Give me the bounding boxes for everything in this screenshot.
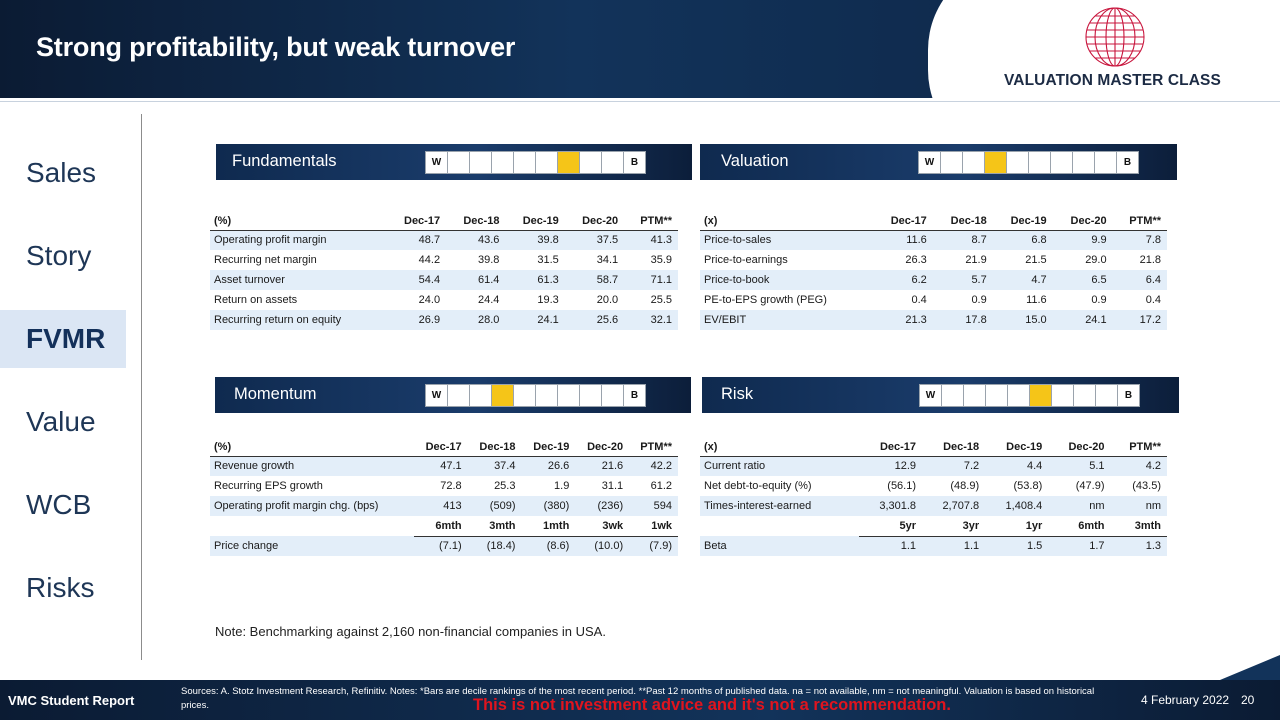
sub-header-blank [700,516,859,536]
nav-item-wcb[interactable]: WCB [26,489,92,520]
decile-cell [579,151,602,174]
momentum-label: Momentum [234,385,317,403]
footer-report-name: VMC Student Report [8,693,135,708]
fundamentals-decile-bar [425,151,645,174]
table-cell: 19.3 [537,294,559,306]
table-row [700,456,1167,476]
column-header: Dec-17 [859,438,922,456]
table-cell: 24.4 [478,294,500,306]
table-cell: 8.7 [933,230,993,250]
table-cell: 61.2 [650,480,672,492]
table-row [210,270,678,290]
table-row [700,496,1167,516]
table-cell: 1.9 [554,480,570,492]
slide-footer [0,680,1280,720]
column-header: Dec-20 [1053,212,1113,230]
column-header: 3wk [575,516,629,536]
table-cell: 21.8 [1139,254,1161,266]
table-cell: 5.7 [933,270,993,290]
table-cell: 72.8 [440,480,462,492]
decile-cell [940,151,963,174]
decile-cell [962,151,985,174]
fundamentals-label: Fundamentals [232,152,337,170]
nav-item-story[interactable]: Story [26,240,92,271]
table-row [210,250,678,270]
table-cell: 413 [414,496,468,516]
table-cell: 31.5 [537,254,559,266]
table-cell: 6.2 [873,270,933,290]
table-header-row [210,438,678,456]
table-cell: 9.9 [1053,230,1113,250]
table-row [700,230,1167,250]
column-header: 5yr [859,516,922,536]
column-header: 6mth [414,516,468,536]
decile-cell [447,384,470,407]
unit-header: (x) [700,212,873,230]
nav-item-risks[interactable]: Risks [26,572,95,603]
table-cell: 25.6 [565,310,624,330]
column-header: 3mth [468,516,522,536]
globe-logo-icon [1082,4,1148,70]
table-cell: 1.1 [859,536,922,556]
table-cell: 21.6 [575,456,629,476]
row-label: Operating profit margin [210,230,387,250]
table-row [210,230,678,250]
row-label: Price-to-sales [700,230,873,250]
table-row [210,536,678,556]
row-label: Recurring return on equity [210,310,387,330]
table-cell: 21.5 [1025,254,1047,266]
row-label: Current ratio [700,456,859,476]
decile-worst-cell: W [425,151,448,174]
column-header: Dec-20 [565,212,624,230]
table-row [700,476,1167,496]
table-row [700,270,1167,290]
table-cell: 24.1 [505,310,564,330]
table-cell: (56.1) [887,480,917,492]
column-header: Dec-19 [985,438,1048,456]
decile-worst-cell: W [919,384,942,407]
table-cell: 7.2 [922,456,985,476]
column-header: Dec-17 [873,212,933,230]
valuation-table [700,212,1167,330]
table-cell: (7.9) [629,536,678,556]
table-header-row [700,212,1167,230]
table-cell: (509) [468,496,522,516]
column-header: 6mth [1048,516,1110,536]
row-label: Price-to-earnings [704,254,788,266]
decile-cell [1051,384,1074,407]
table-cell: 1.3 [1111,536,1167,556]
decile-best-cell: B [623,151,646,174]
decile-marker-cell [557,151,580,174]
page-title: Strong profitability, but weak turnover [36,32,516,62]
decile-best-cell: B [1117,384,1140,407]
table-cell: 26.3 [905,254,927,266]
table-cell: 25.5 [650,294,672,306]
decile-worst-cell: W [918,151,941,174]
decile-marker-cell [1029,384,1052,407]
table-cell: 1.5 [985,536,1048,556]
footer-sources: Sources: A. Stotz Investment Research, Refinitiv. Notes: *Bars are decile rankings of the most recent period. **Past 12 months of published data. na = not available, nm = not meaningful. Valuation is based on historical prices. [181,686,1095,711]
table-cell: 26.6 [521,456,575,476]
decile-cell [1050,151,1073,174]
table-cell: 4.4 [985,456,1048,476]
table-row [700,250,1167,270]
column-header: Dec-18 [446,212,505,230]
table-row [210,310,678,330]
column-header: 1wk [629,516,678,536]
table-cell: 54.4 [387,270,446,290]
row-label: EV/EBIT [700,310,873,330]
column-header: Dec-17 [387,212,446,230]
column-header: Dec-18 [468,438,522,456]
table-cell: 3,301.8 [859,496,922,516]
column-header: 3mth [1111,516,1167,536]
column-header: Dec-18 [922,438,985,456]
risk-header-bar [702,377,1179,413]
decile-cell [1095,384,1118,407]
table-cell: 17.2 [1113,310,1167,330]
decile-cell [1073,384,1096,407]
decile-cell [1028,151,1051,174]
table-row [210,290,678,310]
slide-header [0,0,1280,98]
fundamentals-table [210,212,678,330]
decile-marker-cell [491,384,514,407]
table-cell: 15.0 [993,310,1053,330]
table-cell: (47.9) [1075,480,1105,492]
sub-header-row [700,516,1167,536]
table-cell: 47.1 [414,456,468,476]
row-label: Return on assets [214,294,298,306]
table-cell: 6.8 [993,230,1053,250]
table-cell: 12.9 [859,456,922,476]
decile-cell [513,151,536,174]
column-header: Dec-18 [933,212,993,230]
table-cell: 1.1 [922,536,985,556]
row-label: Recurring EPS growth [214,480,323,492]
table-cell: (18.4) [468,536,522,556]
column-header: 1mth [521,516,575,536]
nav-item-sales[interactable]: Sales [26,157,97,188]
table-cell: 1,408.4 [985,496,1048,516]
table-cell: (236) [575,496,629,516]
column-header: Dec-20 [575,438,629,456]
column-header: PTM** [1111,438,1167,456]
table-row [700,290,1167,310]
decile-cell [1007,384,1030,407]
table-cell: 594 [629,496,678,516]
table-cell: (7.1) [414,536,468,556]
table-cell: (53.8) [1013,480,1043,492]
decile-cell [963,384,986,407]
table-header-row [210,212,678,230]
decile-cell [601,384,624,407]
decile-cell [1094,151,1117,174]
column-header: 3yr [922,516,985,536]
sub-header-blank [210,516,414,536]
column-header: 1yr [985,516,1048,536]
table-row [700,310,1167,330]
footer-date: 4 February 2022 [1141,693,1230,707]
decile-cell [1006,151,1029,174]
column-header: Dec-20 [1048,438,1110,456]
table-cell: 25.3 [494,480,516,492]
table-cell: nm [1111,496,1167,516]
table-cell: 7.8 [1113,230,1167,250]
valuation-label: Valuation [721,152,789,170]
footer-disclaimer: This is not investment advice and it's not a recommendation. [473,696,951,714]
table-cell: 20.0 [596,294,619,306]
table-cell: (380) [521,496,575,516]
decile-cell [557,384,580,407]
unit-header: (x) [700,438,859,456]
table-cell: 29.0 [1085,254,1107,266]
column-header: Dec-17 [414,438,468,456]
table-cell: 35.9 [650,254,672,266]
valuation-decile-bar [918,151,1138,174]
footer-corner-accent [1220,655,1280,680]
momentum-decile-bar [425,384,645,407]
table-cell: 32.1 [624,310,678,330]
nav-item-fvmr[interactable]: FVMR [0,310,126,368]
decile-cell [579,384,602,407]
benchmark-note: Note: Benchmarking against 2,160 non-financial companies in USA. [215,624,606,639]
table-row [210,476,678,496]
row-label: PE-to-EPS growth (PEG) [704,294,827,306]
table-cell: 34.1 [596,254,619,266]
row-label: Net debt-to-equity (%) [704,480,812,492]
decile-best-cell: B [1116,151,1139,174]
nav-divider [141,114,142,660]
row-label: Price change [210,536,414,556]
table-cell: 44.2 [418,254,441,266]
table-cell: 43.6 [446,230,505,250]
column-header: PTM** [624,212,678,230]
table-cell: 41.3 [624,230,678,250]
table-cell: 1.7 [1048,536,1110,556]
decile-marker-cell [984,151,1007,174]
decile-cell [447,151,470,174]
momentum-header-bar [215,377,691,413]
valuation-header-bar [700,144,1177,180]
table-cell: 6.4 [1113,270,1167,290]
table-cell: 24.0 [418,294,441,306]
decile-cell [491,151,514,174]
table-cell: 61.3 [505,270,564,290]
table-cell: 26.9 [387,310,446,330]
column-header: Dec-19 [993,212,1053,230]
table-cell: 0.9 [1091,294,1107,306]
decile-cell [601,151,624,174]
table-cell: 2,707.8 [922,496,985,516]
column-header: Dec-19 [505,212,564,230]
momentum-table [210,438,678,556]
logo-text: VALUATION MASTER CLASS [1004,72,1221,89]
table-cell: nm [1048,496,1110,516]
table-cell: 24.1 [1053,310,1113,330]
row-label: Times-interest-earned [700,496,859,516]
row-label: Recurring net margin [214,254,317,266]
table-cell: 4.2 [1111,456,1167,476]
table-cell: 39.8 [505,230,564,250]
table-cell: 21.9 [965,254,987,266]
table-cell: (8.6) [521,536,575,556]
table-cell: (10.0) [575,536,629,556]
decile-worst-cell: W [425,384,448,407]
table-cell: 31.1 [601,480,624,492]
unit-header: (%) [210,212,387,230]
table-cell: 0.9 [971,294,987,306]
table-cell: 61.4 [446,270,505,290]
table-cell: 37.5 [565,230,624,250]
decile-cell [535,384,558,407]
table-cell: 48.7 [387,230,446,250]
decile-cell [469,384,492,407]
nav-item-value[interactable]: Value [26,406,96,437]
table-cell: 0.4 [1145,294,1161,306]
decile-cell [513,384,536,407]
page-number: 20 [1241,693,1255,707]
risk-table [700,438,1167,556]
decile-cell [985,384,1008,407]
table-cell: 37.4 [468,456,522,476]
table-cell: 28.0 [446,310,505,330]
table-header-row [700,438,1167,456]
column-header: Dec-19 [521,438,575,456]
risk-label: Risk [721,385,754,403]
table-cell: 58.7 [565,270,624,290]
table-cell: 42.2 [629,456,678,476]
table-row [700,536,1167,556]
table-cell: 6.5 [1053,270,1113,290]
row-label: Beta [700,536,859,556]
table-cell: 4.7 [993,270,1053,290]
row-label: Asset turnover [210,270,387,290]
unit-header: (%) [210,438,414,456]
column-header: PTM** [1113,212,1167,230]
sub-header-row [210,516,678,536]
decile-cell [941,384,964,407]
row-label: Price-to-book [700,270,873,290]
table-cell: 17.8 [933,310,993,330]
table-cell: 21.3 [873,310,933,330]
row-label: Revenue growth [210,456,414,476]
table-cell: (43.5) [1132,480,1161,492]
table-row [210,456,678,476]
decile-cell [535,151,558,174]
table-cell: 5.1 [1048,456,1110,476]
decile-best-cell: B [623,384,646,407]
table-cell: (48.9) [950,480,980,492]
header-rule [0,98,1280,102]
table-cell: 39.8 [478,254,500,266]
risk-decile-bar [919,384,1139,407]
column-header: PTM** [629,438,678,456]
fundamentals-header-bar [216,144,692,180]
table-cell: 11.6 [873,230,933,250]
table-cell: 71.1 [624,270,678,290]
table-cell: 0.4 [911,294,927,306]
decile-cell [469,151,492,174]
table-cell: 11.6 [1026,294,1047,306]
table-row [210,496,678,516]
decile-cell [1072,151,1095,174]
row-label: Operating profit margin chg. (bps) [210,496,414,516]
